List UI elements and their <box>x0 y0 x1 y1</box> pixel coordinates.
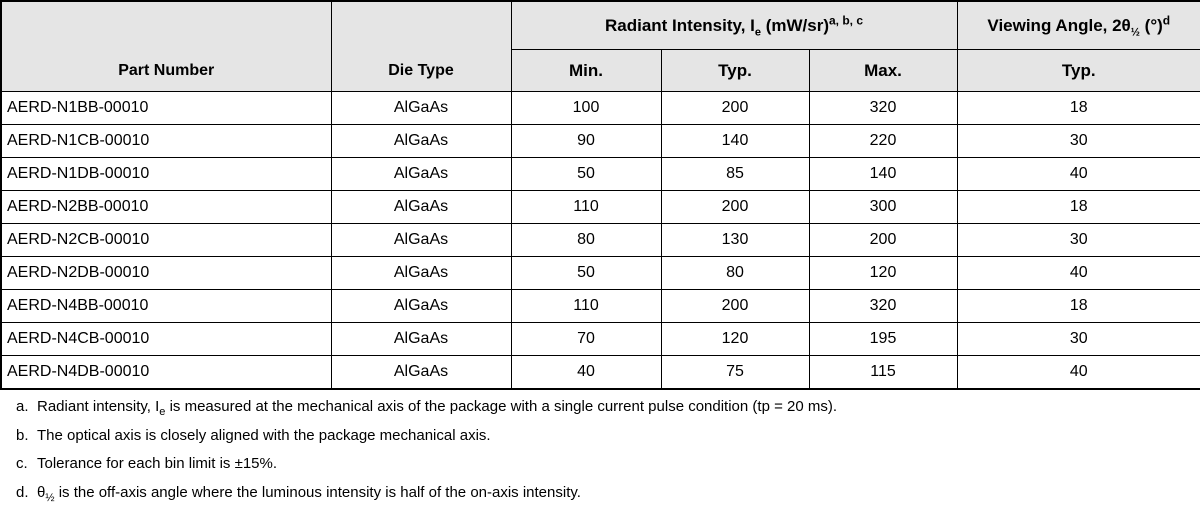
cell-die-type: AlGaAs <box>331 92 511 125</box>
cell-min: 110 <box>511 290 661 323</box>
cell-viewing-angle: 40 <box>957 158 1200 191</box>
footnote-d-pre: θ <box>37 484 45 501</box>
cell-typ: 200 <box>661 290 809 323</box>
cell-die-type: AlGaAs <box>331 224 511 257</box>
col-header-part-number: Part Number <box>1 1 331 92</box>
cell-min: 70 <box>511 323 661 356</box>
cell-max: 300 <box>809 191 957 224</box>
cell-max: 195 <box>809 323 957 356</box>
col-header-viewing-angle <box>957 1 1200 50</box>
cell-die-type: AlGaAs <box>331 290 511 323</box>
cell-die-type: AlGaAs <box>331 356 511 390</box>
col-header-max: Max. <box>809 50 957 92</box>
table-row <box>1 224 1200 257</box>
footnote-a-marker: a. <box>16 393 37 422</box>
radiant-header-units: (mW/sr) <box>761 16 829 35</box>
footnote-c <box>0 450 1200 479</box>
cell-viewing-angle: 18 <box>957 290 1200 323</box>
footnote-a-text <box>37 393 837 422</box>
cell-min: 110 <box>511 191 661 224</box>
footnote-b-marker: b. <box>16 422 37 451</box>
radiant-header-superscript: a, b, c <box>829 13 863 27</box>
footnote-b <box>0 422 1200 451</box>
cell-viewing-angle: 18 <box>957 92 1200 125</box>
cell-die-type: AlGaAs <box>331 257 511 290</box>
col-header-typ: Typ. <box>661 50 809 92</box>
cell-min: 50 <box>511 257 661 290</box>
table-row <box>1 92 1200 125</box>
cell-viewing-angle: 40 <box>957 356 1200 390</box>
table-header <box>1 1 1200 92</box>
cell-max: 140 <box>809 158 957 191</box>
cell-part-number: AERD-N4DB-00010 <box>1 356 331 390</box>
table-row <box>1 356 1200 390</box>
viewing-header-superscript: d <box>1163 13 1170 27</box>
footnote-a-subscript: e <box>159 406 165 418</box>
cell-typ: 80 <box>661 257 809 290</box>
cell-max: 120 <box>809 257 957 290</box>
table-body <box>1 92 1200 390</box>
cell-part-number: AERD-N2CB-00010 <box>1 224 331 257</box>
cell-min: 40 <box>511 356 661 390</box>
cell-part-number: AERD-N1CB-00010 <box>1 125 331 158</box>
cell-typ: 75 <box>661 356 809 390</box>
table-row <box>1 191 1200 224</box>
viewing-header-subscript: ½ <box>1131 26 1140 38</box>
footnote-d-post: is the off-axis angle where the luminous intensity is half of the on-axis intensity. <box>55 484 581 501</box>
cell-min: 50 <box>511 158 661 191</box>
footnote-a <box>0 393 1200 422</box>
footnote-d <box>0 479 1200 507</box>
cell-part-number: AERD-N2BB-00010 <box>1 191 331 224</box>
table-row <box>1 125 1200 158</box>
cell-min: 80 <box>511 224 661 257</box>
radiant-header-pre: Radiant Intensity, I <box>605 16 755 35</box>
footnote-d-subscript: ½ <box>45 492 54 504</box>
cell-max: 320 <box>809 290 957 323</box>
table-row <box>1 323 1200 356</box>
col-header-min: Min. <box>511 50 661 92</box>
table-row <box>1 158 1200 191</box>
cell-max: 320 <box>809 92 957 125</box>
col-header-radiant-intensity <box>511 1 957 50</box>
cell-typ: 130 <box>661 224 809 257</box>
cell-die-type: AlGaAs <box>331 125 511 158</box>
cell-max: 200 <box>809 224 957 257</box>
footnote-d-text <box>37 479 581 507</box>
cell-typ: 200 <box>661 92 809 125</box>
cell-die-type: AlGaAs <box>331 158 511 191</box>
cell-typ: 200 <box>661 191 809 224</box>
cell-typ: 85 <box>661 158 809 191</box>
col-header-die-type: Die Type <box>331 1 511 92</box>
cell-viewing-angle: 30 <box>957 224 1200 257</box>
cell-viewing-angle: 30 <box>957 323 1200 356</box>
cell-part-number: AERD-N1BB-00010 <box>1 92 331 125</box>
cell-min: 90 <box>511 125 661 158</box>
footnote-c-marker: c. <box>16 450 37 479</box>
cell-viewing-angle: 18 <box>957 191 1200 224</box>
cell-part-number: AERD-N4CB-00010 <box>1 323 331 356</box>
cell-viewing-angle: 30 <box>957 125 1200 158</box>
cell-typ: 140 <box>661 125 809 158</box>
cell-typ: 120 <box>661 323 809 356</box>
cell-part-number: AERD-N2DB-00010 <box>1 257 331 290</box>
footnote-b-text: The optical axis is closely aligned with the package mechanical axis. <box>37 422 491 451</box>
cell-die-type: AlGaAs <box>331 323 511 356</box>
cell-max: 220 <box>809 125 957 158</box>
footnote-a-pre: Radiant intensity, I <box>37 398 159 415</box>
footnote-d-marker: d. <box>16 479 37 507</box>
viewing-header-units: (°) <box>1140 16 1163 35</box>
footnote-c-text: Tolerance for each bin limit is ±15%. <box>37 450 277 479</box>
cell-viewing-angle: 40 <box>957 257 1200 290</box>
header-row-group <box>1 1 1200 50</box>
radiant-header-subscript: e <box>755 26 761 38</box>
col-header-viewing-typ: Typ. <box>957 50 1200 92</box>
cell-part-number: AERD-N4BB-00010 <box>1 290 331 323</box>
table-row <box>1 290 1200 323</box>
cell-min: 100 <box>511 92 661 125</box>
cell-die-type: AlGaAs <box>331 191 511 224</box>
cell-max: 115 <box>809 356 957 390</box>
viewing-header-pre: Viewing Angle, 2θ <box>987 16 1130 35</box>
footnotes-section <box>0 393 1200 507</box>
footnote-a-post: is measured at the mechanical axis of the package with a single current pulse condition (tp = 20 ms). <box>165 398 837 415</box>
table-row <box>1 257 1200 290</box>
cell-part-number: AERD-N1DB-00010 <box>1 158 331 191</box>
